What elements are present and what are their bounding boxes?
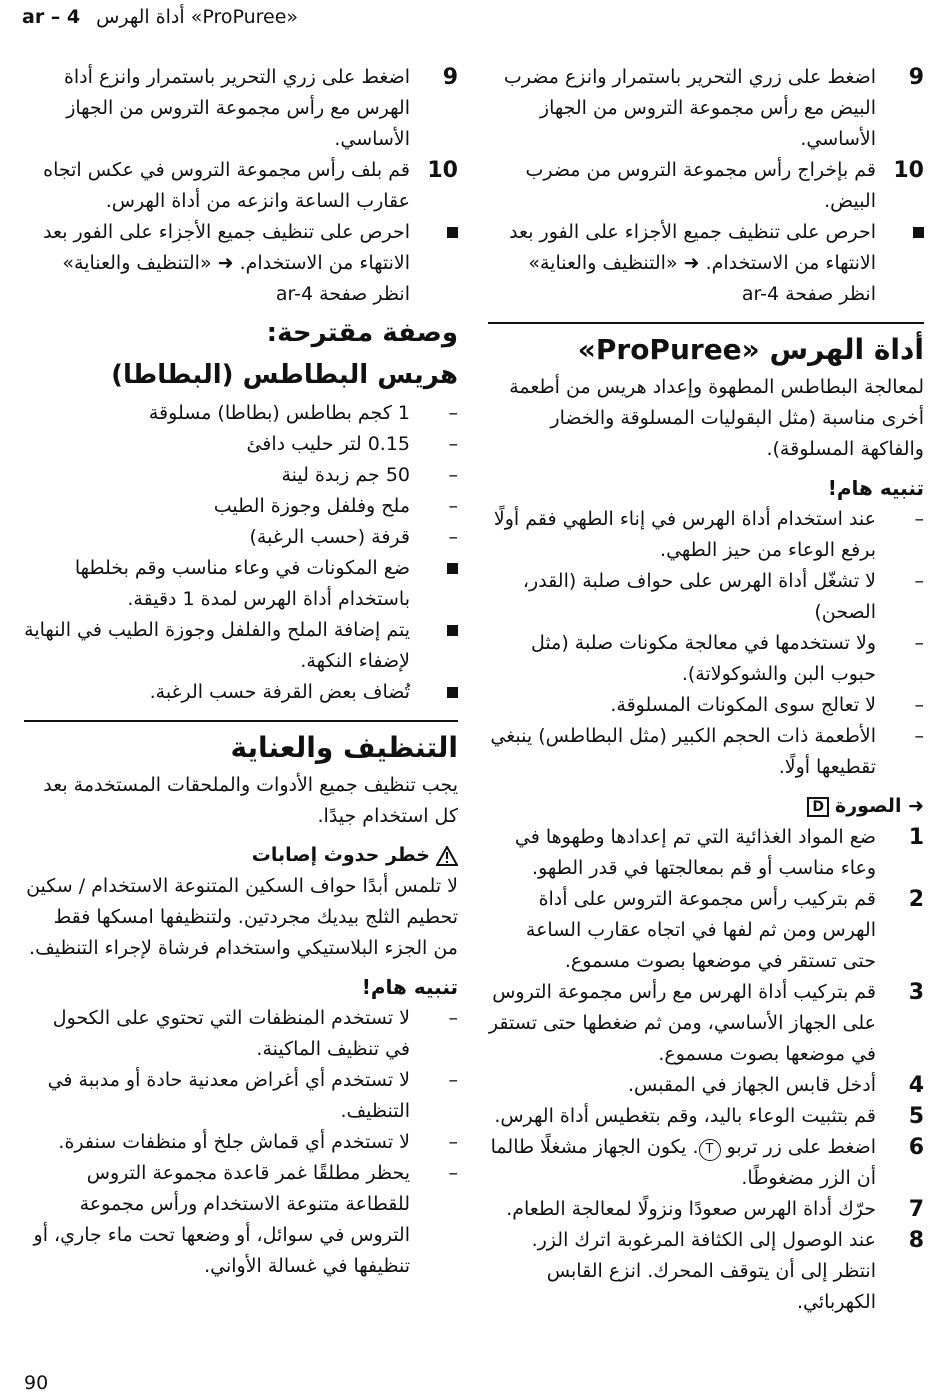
- step-7: [488, 1194, 924, 1225]
- bullet-text: احرص على تنظيف جميع الأجزاء على الفور بعد الانتهاء من الاستخدام. ➜ «التنظيف والعناية» انظر صفحة ar-4: [509, 221, 876, 305]
- step-text: قم بتركيب رأس مجموعة التروس على أداة الهرس ومن ثم لفها في اتجاه عقارب الساعة حتى تستقر في موضعها بصوت مسموع.: [525, 888, 876, 972]
- bullet-item: [24, 553, 458, 615]
- dash-text: الأطعمة ذات الحجم الكبير (مثل البطاطس) ينبغي تقطيعها أولًا.: [490, 725, 876, 778]
- step-number: 6: [908, 1135, 924, 1160]
- step-8: [488, 1225, 924, 1318]
- page-number: 90: [24, 1372, 49, 1394]
- left-column: [24, 62, 458, 1282]
- right-column: [488, 62, 924, 1318]
- dash-icon: –: [914, 632, 924, 654]
- section-intro: لمعالجة البطاطس المطهوة وإعداد هريس من أطعمة أخرى مناسبة (مثل البقوليات المسلوقة والخضار والفاكهة المسلوقة).: [509, 376, 924, 460]
- step-number: 1: [908, 825, 924, 850]
- dash-text: لا تستخدم أي قماش جلخ أو منظفات سنفرة.: [58, 1131, 410, 1153]
- dash-icon: –: [914, 694, 924, 716]
- step-number: 8: [908, 1228, 924, 1253]
- ingredient-item: [24, 429, 458, 460]
- dash-item: [488, 690, 924, 721]
- step-text: اضغط على زر تربو: [726, 1136, 876, 1158]
- step-2: [488, 884, 924, 977]
- step-3: [488, 977, 924, 1070]
- dash-item: [488, 628, 924, 690]
- section-title: التنظيف والعناية: [230, 731, 458, 764]
- dash-item: [24, 1158, 458, 1282]
- page-ref: ar – 4: [22, 6, 81, 28]
- dash-item: [24, 1127, 458, 1158]
- dash-item: [488, 721, 924, 783]
- square-bullet-icon: [447, 625, 458, 636]
- bullet-text: ضع المكونات في وعاء مناسب وقم بخلطها باستخدام أداة الهرس لمدة 1 دقيقة.: [74, 557, 410, 610]
- dash-icon: –: [914, 725, 924, 747]
- step-1: [488, 822, 924, 884]
- dash-icon: –: [448, 402, 458, 424]
- bullet-item: [24, 677, 458, 708]
- step-text: اضغط على زري التحرير باستمرار وانزع مضرب البيض مع رأس مجموعة التروس من الجهاز الأساسي.: [503, 66, 876, 150]
- step-number: 4: [908, 1073, 924, 1098]
- dash-text: لا تستخدم أي أغراض معدنية حادة أو مدببة في التنظيف.: [47, 1069, 410, 1122]
- bullet-text: احرص على تنظيف جميع الأجزاء على الفور بعد الانتهاء من الاستخدام. ➜ «التنظيف والعناية» انظر صفحة ar-4: [43, 221, 410, 305]
- step-6: [488, 1132, 924, 1194]
- bullet-text: تُضاف بعض القرفة حسب الرغبة.: [149, 681, 410, 703]
- ingredient-text: ملح وفلفل وجوزة الطيب: [213, 495, 410, 517]
- ingredient-text: 0.15 لتر حليب دافئ: [246, 433, 410, 455]
- step-number: 9: [908, 65, 924, 90]
- step-text-cont: . يكون الجهاز مشغلًا طالما أن الزر مضغوطًا.: [490, 1136, 876, 1189]
- section-title: أداة الهرس «ProPuree»: [577, 333, 924, 366]
- step-4: [488, 1070, 924, 1101]
- danger-text: لا تلمس أبدًا حواف السكين المتنوعة الاستخدام / سكين تحطيم الثلج بيديك مجردتين. ولتنظيفها امسكها فقط من الجزء البلاستيكي واستخدام فرشاة لإجراء التنظيف.: [26, 875, 458, 959]
- dash-text: لا تعالج سوى المكونات المسلوقة.: [610, 694, 876, 716]
- step-text: حرّك أداة الهرس صعودًا ونزولًا لمعالجة الطعام.: [506, 1198, 876, 1220]
- step-text: قم بتركيب أداة الهرس مع رأس مجموعة التروس على الجهاز الأساسي، ومن ثم ضغطها حتى تستقر في موضعها بصوت مسموع.: [488, 981, 876, 1065]
- figure-reference: [488, 791, 924, 822]
- ingredient-item: [24, 460, 458, 491]
- danger-label: خطر حدوث إصابات: [251, 844, 430, 866]
- dash-icon: –: [914, 570, 924, 592]
- step-text: قم بلف رأس مجموعة التروس في عكس اتجاه عقارب الساعة وانزعه من أداة الهرس.: [43, 159, 410, 212]
- dash-icon: –: [448, 1131, 458, 1153]
- step-text: ضع المواد الغذائية التي تم إعدادها وطهوها في وعاء مناسب أو قم بمعالجتها في قدر الطهو.: [514, 826, 876, 879]
- dash-text: يحظر مطلقًا غمر قاعدة مجموعة التروس للقطاعة متنوعة الاستخدام ورأس مجموعة التروس في سوائل، أو وضعها تحت ماء جاري، أو تنظيفها في غسالة الأواني.: [33, 1162, 410, 1277]
- square-bullet-icon: [913, 227, 924, 238]
- caution-heading: تنبيه هام!: [827, 476, 924, 500]
- ingredient-item: [24, 491, 458, 522]
- turbo-button-icon: T: [699, 1139, 721, 1161]
- dash-icon: –: [914, 508, 924, 530]
- caution-heading: تنبيه هام!: [361, 975, 458, 999]
- recipe-heading: وصفة مقترحة:: [266, 318, 458, 348]
- step-text: أدخل قابس الجهاز في المقبس.: [627, 1074, 876, 1096]
- bullet-item: [488, 217, 924, 310]
- dash-icon: –: [448, 1007, 458, 1029]
- ingredient-text: 1 كجم بطاطس (بطاطا) مسلوقة: [148, 402, 410, 424]
- step-number: 3: [908, 980, 924, 1005]
- step-10: [24, 155, 458, 217]
- page-header: [22, 6, 298, 28]
- square-bullet-icon: [447, 563, 458, 574]
- square-bullet-icon: [447, 687, 458, 698]
- figure-letter-box: D: [807, 797, 829, 817]
- dash-text: لا تشغّل أداة الهرس على حواف صلبة (القدر، الصحن): [522, 570, 876, 623]
- figure-label: ➜ الصورة: [835, 795, 924, 817]
- step-number: 2: [908, 887, 924, 912]
- step-text: قم بتثبيت الوعاء باليد، وقم بتغطيس أداة الهرس.: [494, 1105, 876, 1127]
- step-9: [24, 62, 458, 155]
- dash-text: عند استخدام أداة الهرس في إناء الطهي فقم أولًا برفع الوعاء من حيز الطهي.: [493, 508, 876, 561]
- step-text: عند الوصول إلى الكثافة المرغوبة اترك الزر. انتظر إلى أن يتوقف المحرك. انزع القابس الكهربائي.: [531, 1229, 876, 1313]
- dash-item: [488, 566, 924, 628]
- step-number: 10: [893, 158, 924, 183]
- ingredient-text: 50 جم زبدة لينة: [281, 464, 410, 486]
- step-text: قم بإخراج رأس مجموعة التروس من مضرب البيض.: [525, 159, 876, 212]
- dash-icon: –: [448, 433, 458, 455]
- square-bullet-icon: [447, 227, 458, 238]
- step-number: 10: [427, 158, 458, 183]
- dash-text: لا تستخدم المنظفات التي تحتوي على الكحول في تنظيف الماكينة.: [52, 1007, 410, 1060]
- dash-icon: –: [448, 526, 458, 548]
- dash-icon: –: [448, 1162, 458, 1184]
- warning-triangle-icon: [436, 846, 458, 866]
- step-5: [488, 1101, 924, 1132]
- section-divider: [488, 322, 924, 324]
- dash-text: ولا تستخدمها في معالجة مكونات صلبة (مثل حبوب البن والشوكولاتة).: [531, 632, 876, 685]
- step-10: [488, 155, 924, 217]
- step-number: 5: [908, 1104, 924, 1129]
- dash-icon: –: [448, 495, 458, 517]
- dash-item: [488, 504, 924, 566]
- bullet-item: [24, 217, 458, 310]
- danger-heading: [24, 840, 458, 871]
- ingredient-item: [24, 398, 458, 429]
- step-9: [488, 62, 924, 155]
- recipe-title: هريس البطاطس (البطاطا): [111, 360, 458, 390]
- step-text: اضغط على زري التحرير باستمرار وانزع أداة الهرس مع رأس مجموعة التروس من الجهاز الأساسي.: [63, 66, 410, 150]
- section-divider: [24, 720, 458, 722]
- section-intro: يجب تنظيف جميع الأدوات والملحقات المستخدمة بعد كل استخدام جيدًا.: [43, 774, 458, 827]
- dash-item: [24, 1003, 458, 1065]
- bullet-item: [24, 615, 458, 677]
- dash-item: [24, 1065, 458, 1127]
- dash-icon: –: [448, 1069, 458, 1091]
- bullet-text: يتم إضافة الملح والفلفل وجوزة الطيب في النهاية لإضفاء النكهة.: [24, 619, 410, 672]
- ingredient-list: [24, 398, 458, 553]
- ingredient-item: [24, 522, 458, 553]
- dash-icon: –: [448, 464, 458, 486]
- step-number: 7: [908, 1197, 924, 1222]
- step-number: 9: [442, 65, 458, 90]
- header-title: أداة الهرس «ProPuree»: [96, 6, 299, 28]
- steps-list: [488, 822, 924, 1132]
- ingredient-text: قرفة (حسب الرغبة): [249, 526, 410, 548]
